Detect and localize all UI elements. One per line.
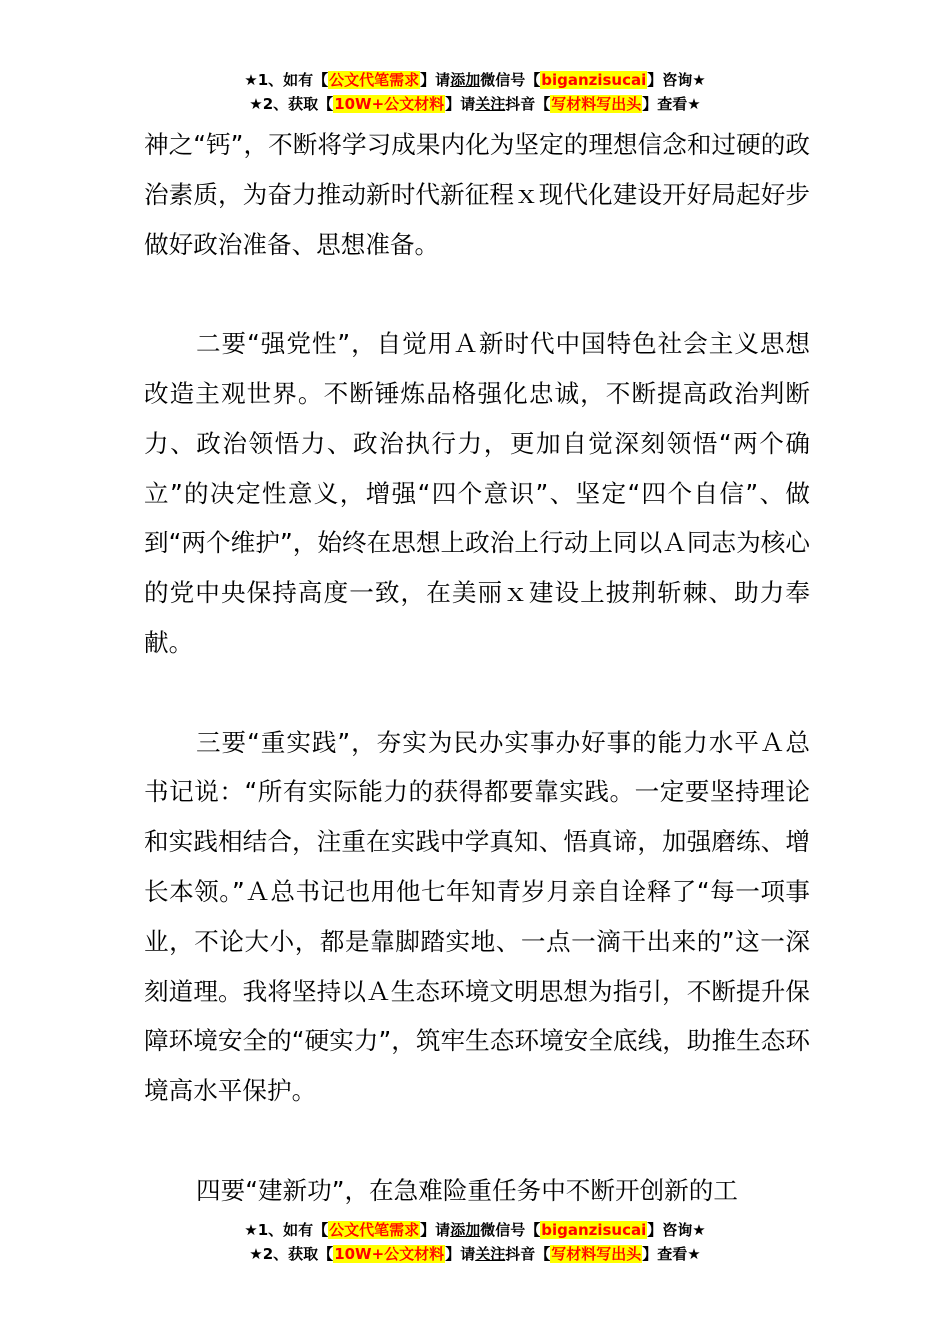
banner-underlined-text: 添加 (450, 1221, 481, 1239)
paragraph-gap (144, 668, 810, 718)
banner-text: 微信号【 (480, 71, 541, 89)
banner-highlight: 10W+公文材料 (334, 1245, 445, 1263)
banner-text: 】咨询★ (647, 71, 706, 89)
banner-text: 】请 (420, 71, 451, 89)
banner-text: 】请 (420, 1221, 451, 1239)
banner-line-1 (0, 68, 950, 92)
document-body (144, 120, 810, 1216)
banner-text: 抖音【 (505, 95, 551, 113)
paragraph-gap (144, 1116, 810, 1166)
banner-highlight: 写材料写出头 (551, 95, 642, 113)
banner-highlight: biganzisucai (541, 71, 647, 89)
paragraph-gap (144, 269, 810, 319)
banner-text: ★1、如有【 (244, 1221, 329, 1239)
banner-text: 抖音【 (505, 1245, 551, 1263)
banner-underlined-text: 关注 (475, 1245, 506, 1263)
banner-text: 微信号【 (480, 1221, 541, 1239)
paragraph-jian-xingong: 四要“建新功”，在急难险重任务中不断开创新的工 (196, 1175, 738, 1205)
banner-text: 】查看★ (642, 1245, 701, 1263)
banner-underlined-text: 关注 (475, 95, 506, 113)
banner-highlight: 公文代笔需求 (329, 1221, 420, 1239)
banner-highlight: 10W+公文材料 (334, 95, 445, 113)
banner-text: ★2、获取【 (249, 95, 334, 113)
header-banner (0, 68, 950, 116)
paragraph-qiang-dangxing: 二要“强党性”，自觉用Ａ新时代中国特色社会主义思想改造主观世界。不断锤炼品格强化忠诚，不断提高政治判断力、政治领悟力、政治执行力，更加自觉深刻领悟“两个确立”的决定性意义，增强“四个意识”、坚定“四个自信”、做到“两个维护”，始终在思想上政治上行动上同以Ａ同志为核心的党中央保持高度一致，在美丽ｘ建设上披荆斩棘、助力奉献。 (144, 329, 810, 657)
banner-line-2 (0, 92, 950, 116)
banner-text: 】请 (445, 95, 476, 113)
banner-underlined-text: 添加 (450, 71, 481, 89)
banner-highlight: 写材料写出头 (551, 1245, 642, 1263)
paragraph-zhong-shijian: 三要“重实践”，夯实为民办实事办好事的能力水平Ａ总书记说：“所有实际能力的获得都要靠实践。一定要坚持理论和实践相结合，注重在实践中学真知、悟真谛，加强磨练、增长本领。”Ａ总书记也用他七年知青岁月亲自诠释了“每一项事业，不论大小，都是靠脚踏实地、一点一滴干出来的”这一深刻道理。我将坚持以Ａ生态环境文明思想为指引，不断提升保障环境安全的“硬实力”，筑牢生态环境安全底线，助推生态环境高水平保护。 (144, 727, 810, 1106)
banner-text: 】请 (445, 1245, 476, 1263)
banner-highlight: 公文代笔需求 (329, 71, 420, 89)
banner-line-1 (0, 1218, 950, 1242)
banner-text: 】查看★ (642, 95, 701, 113)
banner-line-2 (0, 1242, 950, 1266)
banner-highlight: biganzisucai (541, 1221, 647, 1239)
paragraph-continuation: 神之“钙”，不断将学习成果内化为坚定的理想信念和过硬的政治素质，为奋力推动新时代新征程ｘ现代化建设开好局起好步做好政治准备、思想准备。 (144, 130, 810, 259)
footer-banner (0, 1218, 950, 1266)
banner-text: 】咨询★ (647, 1221, 706, 1239)
banner-text: ★2、获取【 (249, 1245, 334, 1263)
banner-text: ★1、如有【 (244, 71, 329, 89)
